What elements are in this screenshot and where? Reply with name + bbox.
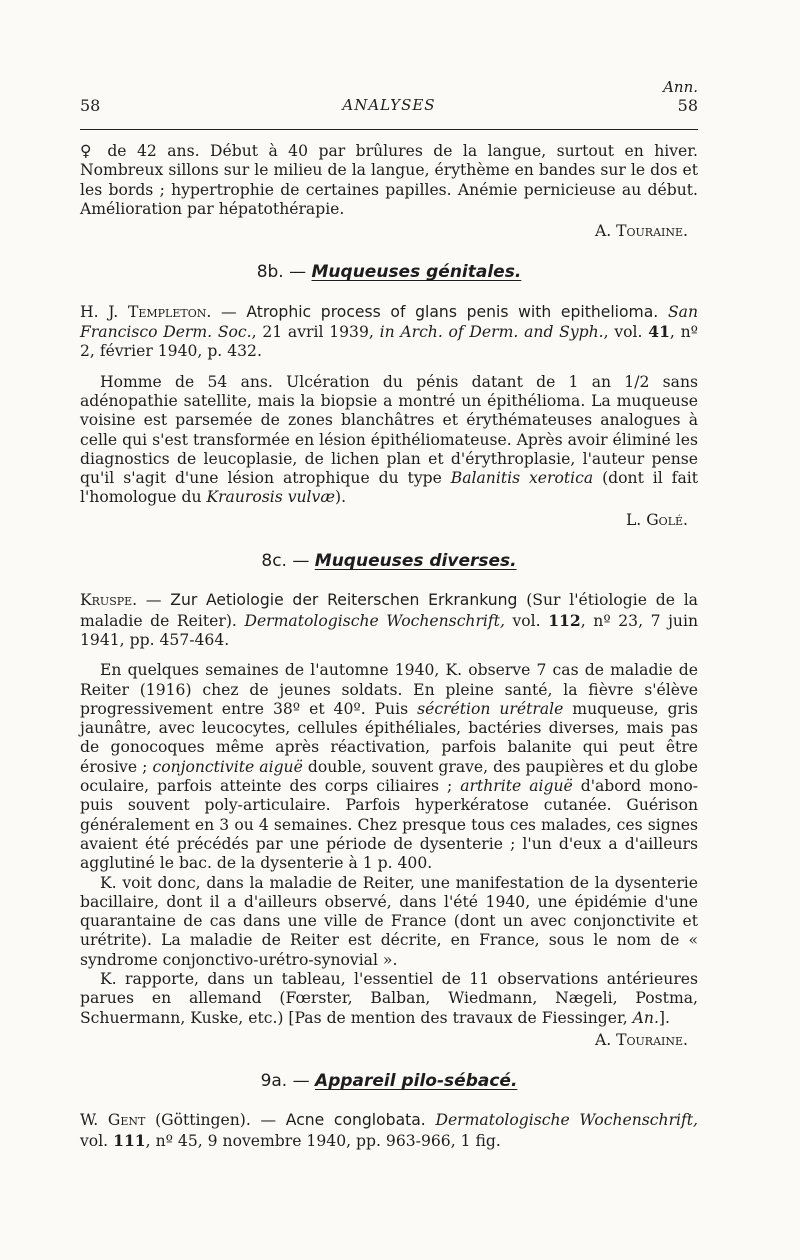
section-title-8c: Muqueuses diverses. bbox=[314, 551, 517, 572]
abstract-kruspe-p3: K. rapporte, dans un tableau, l'essentiel de 11 observations antérieures parues en allemand (Fœrster, Balban, Wiedmann, Nægeli, Postma, Schuermann, Kuske, etc.) [Pas de mention des travaux de Fiessinger, An.]. bbox=[80, 969, 698, 1027]
abstract-kruspe-p2: K. voit donc, dans la maladie de Reiter, une manifestation de la dysenterie bacillaire, dont il a d'ailleurs observé, dans l'été 1940, une épidémie d'une quarantaine de cas dans une ville de France (dont un avec conjonctivite et urétrite). La maladie de Reiter est décrite, en France, sous le nom de « syndrome conjonctivo-urétro-synovial ». bbox=[80, 873, 698, 969]
author: W. Gent bbox=[80, 1111, 146, 1130]
reference-gent: W. Gent (Göttingen). — Acne conglobata. Dermatologische Wochenschrift, vol. 111, nº 45, 9 novembre 1940, pp. 963-966, 1 fig. bbox=[80, 1111, 699, 1150]
section-heading-8b: 8b. — Muqueuses génitales. bbox=[256, 262, 522, 283]
section-title-9a: Appareil pilo-sébacé. bbox=[315, 1071, 518, 1092]
ref-title: Zur Aetiologie der Reiterschen Erkrankung bbox=[170, 591, 518, 610]
reference-kruspe: Kruspe. — Zur Aetiologie der Reiterschen Erkrankung (Sur l'étiologie de la maladie de Reiter). Dermatologische Wochenschrift, vol. 112, nº 23, 7 juin 1941, pp. 457-464. bbox=[80, 591, 698, 649]
ref-title: Acne conglobata. bbox=[285, 1111, 426, 1130]
page-header bbox=[80, 78, 698, 118]
running-title: ANALYSES bbox=[342, 96, 436, 114]
intro-paragraph: ♀ de 42 ans. Début à 40 par brûlures de la langue, surtout en hiver. Nombreux sillons sur le milieu de la langue, érythème en bandes sur le dos et les bords ; hypertrophie de certaines papilles. Anémie pernicieuse au début. Amélioration par hépatothérapie. bbox=[80, 142, 698, 218]
section-heading-8c: 8c. — Muqueuses diverses. bbox=[261, 551, 517, 572]
journal-abbrev: Ann. bbox=[663, 78, 698, 96]
ref-title: Atrophic process of glans penis with epithelioma. bbox=[246, 302, 659, 321]
section-heading-9a: 9a. — Appareil pilo-sébacé. bbox=[260, 1071, 518, 1092]
reference-templeton: H. J. Templeton. — Atrophic process of glans penis with epithelioma. San Francisco Derm. Soc., 21 avril 1939, in Arch. of Derm. and Syph., vol. 41, nº 2, février 1940, p. 432. bbox=[80, 302, 698, 361]
section-title-8b: Muqueuses génitales. bbox=[311, 262, 522, 283]
author: H. J. Templeton. bbox=[80, 302, 212, 321]
header-rule bbox=[80, 129, 698, 130]
page-number-right: 58 bbox=[677, 96, 698, 115]
article-body bbox=[80, 142, 698, 1151]
abstract-kruspe-p1: En quelques semaines de l'automne 1940, K. observe 7 cas de maladie de Reiter (1916) chez de jeunes soldats. En pleine santé, la fièvre s'élève progressivement entre 38º et 40º. Puis sécrétion urétrale muqueuse, gris jaunâtre, avec leucocytes, cellules épithéliales, bactéries diverses, mais pas de gonocoques même après réactivation, parfois balanite qui peut être érosive ; conjonctivite aiguë double, souvent grave, des paupières et du globe oculaire, parfois atteinte des corps ciliaires ; arthrite aiguë d'abord mono- puis souvent poly-articulaire. Parfois hyperkératose cutanée. Guérison généralement en 3 ou 4 semaines. Chez presque tous ces malades, ces signes avaient été précédés par une période de dysenterie ; l'un d'eux a d'ailleurs agglutiné le bac. de la dysenterie à 1 p. 400. bbox=[80, 661, 699, 873]
author: Kruspe. bbox=[80, 591, 138, 610]
abstract-templeton: Homme de 54 ans. Ulcération du pénis datant de 1 an 1/2 sans adénopathie satellite, mais la biopsie a montré un épithélioma. La muqueuse voisine est parsemée de zones blanchâtres et érythémateuses analogues à celle qui s'est transformée en lésion épithéliomateuse. Après avoir éliminé les diagnostics de leucoplasie, de lichen plan et d'érythroplasie, l'auteur pense qu'il s'agit d'une lésion atrophique du type Balanitis xerotica (dont il fait l'homologue du Kraurosis vulvæ). bbox=[80, 372, 698, 507]
signature-touraine-2: A. Touraine. bbox=[594, 1030, 688, 1049]
signature-gole: L. Golé. bbox=[625, 510, 688, 529]
page-number-left: 58 bbox=[80, 96, 101, 115]
signature-touraine-1: A. Touraine. bbox=[594, 222, 688, 241]
